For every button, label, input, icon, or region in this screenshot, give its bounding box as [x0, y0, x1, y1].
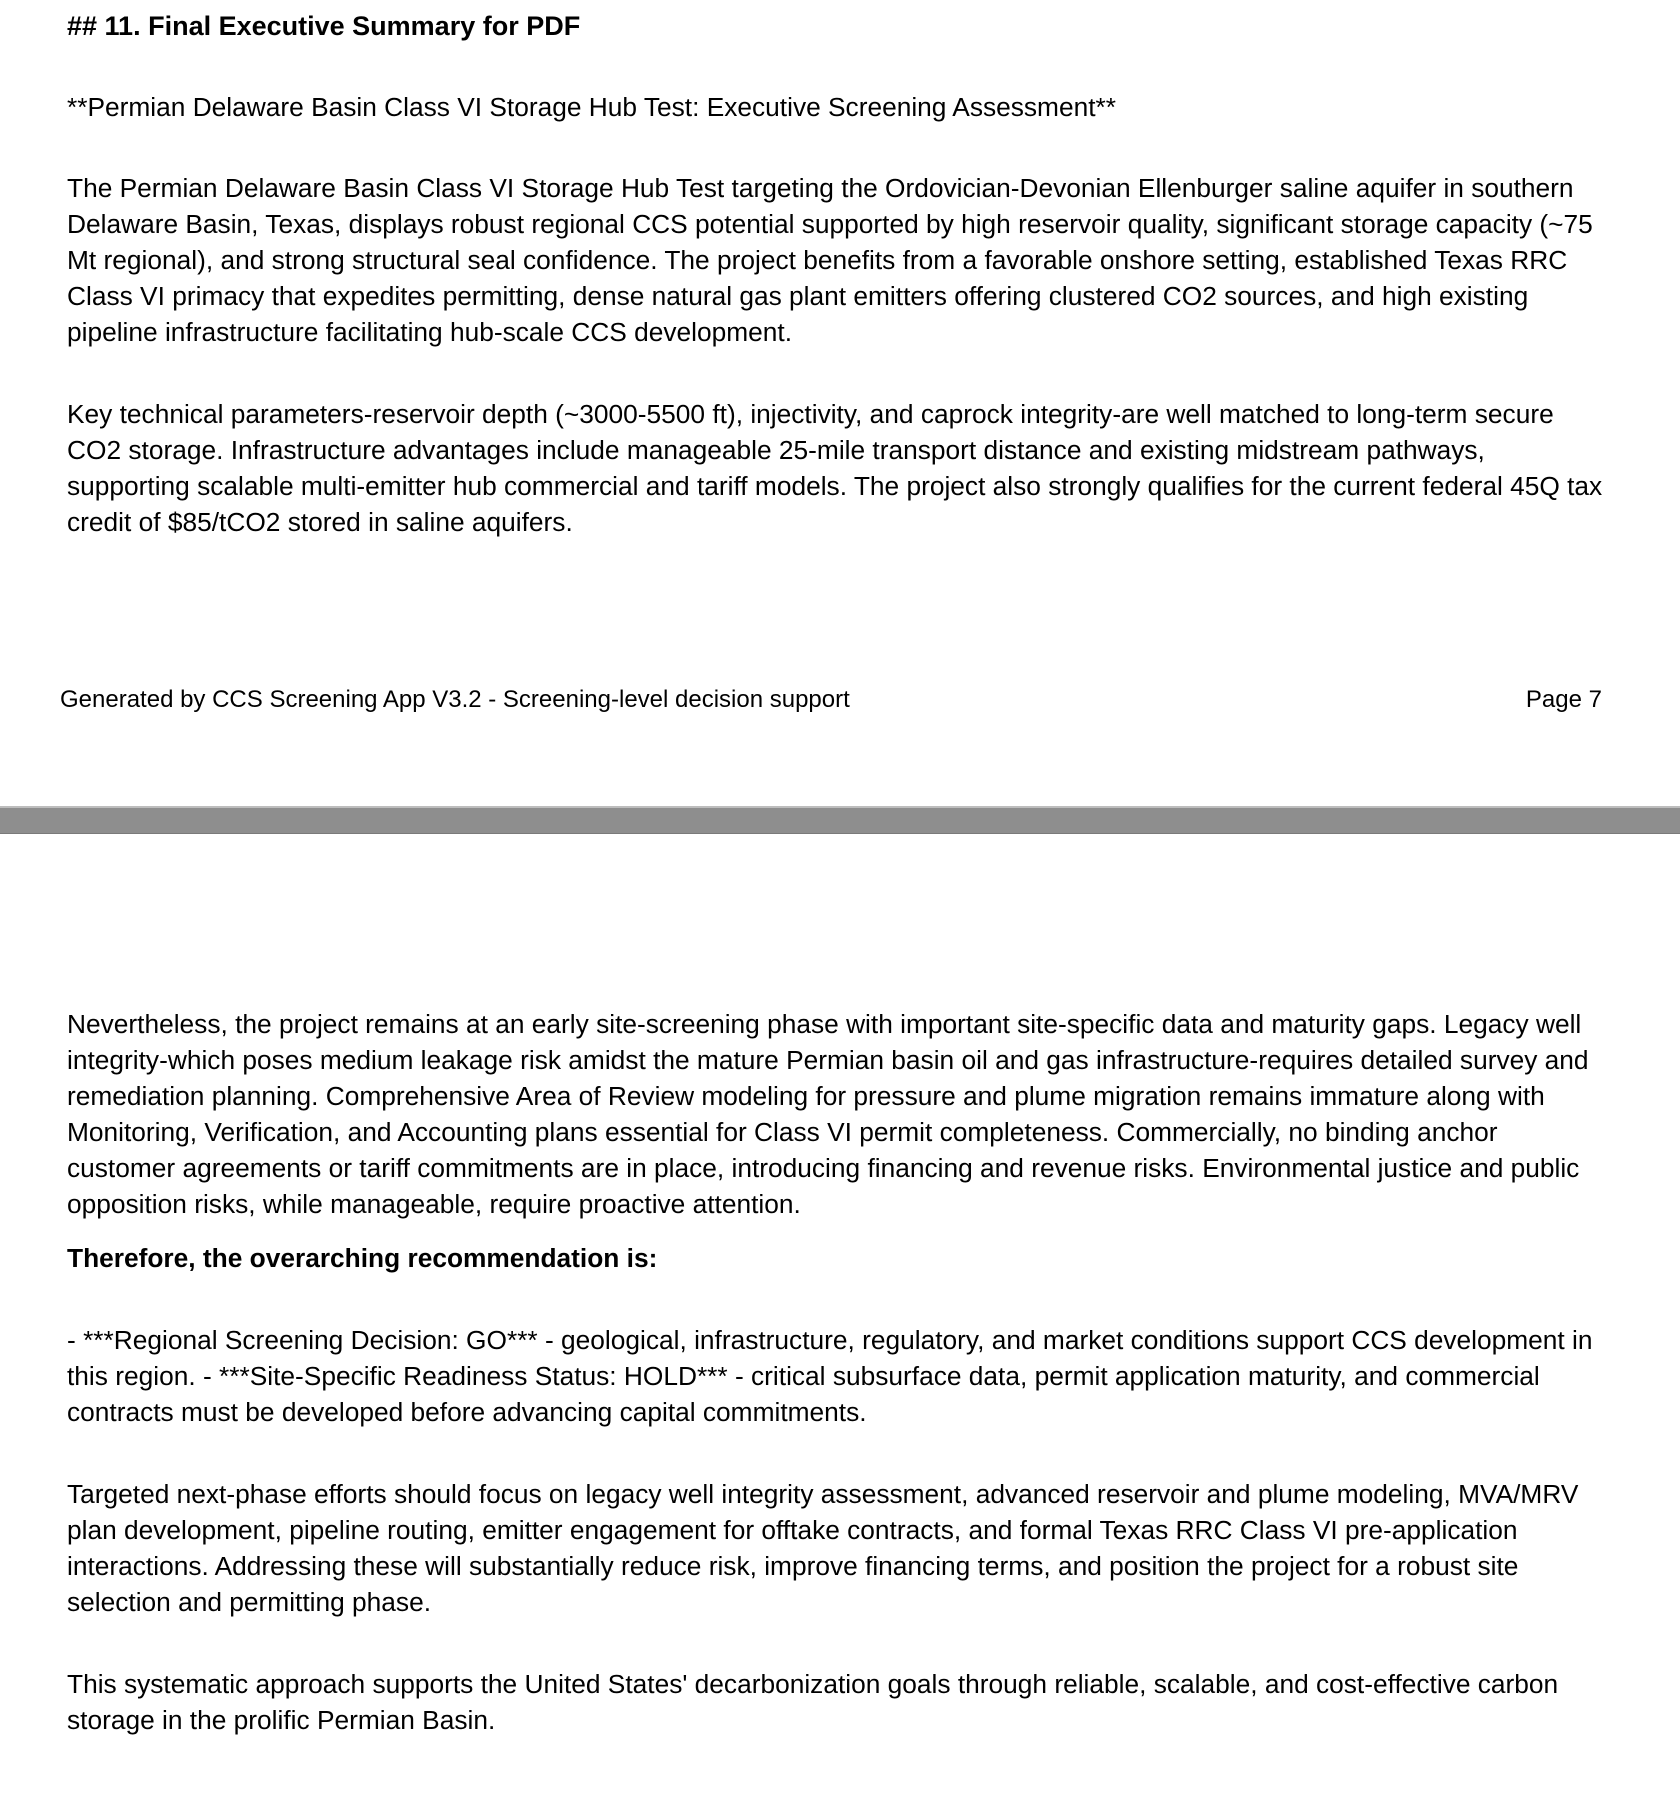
recommendation-heading: Therefore, the overarching recommendation is:: [67, 1243, 658, 1273]
closing-paragraph: This systematic approach supports the United States' decarbonization goals through reliable, scalable, and cost-effective carbon storage in the prolific Permian Basin.: [67, 1669, 1559, 1735]
page-footer: [60, 682, 1602, 718]
next-phase-paragraph: Targeted next-phase efforts should focus on legacy well integrity assessment, advanced reservoir and plume modeling, MVA/MRV plan development, pipeline routing, emitter engagement for offtake contracts, and formal Texas RRC Class VI pre-application interactions. Addressing these will substantially reduce risk, improve financing terms, and position the project for a robust site selection and permitting phase.: [67, 1479, 1579, 1617]
summary-paragraph-3: Nevertheless, the project remains at an early site-screening phase with important site-specific data and maturity gaps. Legacy well integrity-which poses medium leakage risk amidst the mature Permian basin oil and gas infrastructure-requires detailed survey and remediation planning. Comprehensive Area of Review modeling for pressure and plume migration remains immature along with Monitoring, Verification, and Accounting plans essential for Class VI permit completeness. Commercially, no binding anchor customer agreements or tariff commitments are in place, introducing financing and revenue risks. Environmental justice and public opposition risks, while manageable, require proactive attention.: [67, 1009, 1589, 1219]
summary-paragraph-2: Key technical parameters-reservoir depth (~3000-5500 ft), injectivity, and caprock integrity-are well matched to long-term secure CO2 storage. Infrastructure advantages include manageable 25-mile transport distance and existing midstream pathways, supporting scalable multi-emitter hub commercial and tariff models. The project also strongly qualifies for the current federal 45Q tax credit of $85/tCO2 stored in saline aquifers.: [67, 399, 1603, 537]
section-heading: ## 11. Final Executive Summary for PDF: [67, 11, 581, 41]
page-separator: [0, 806, 1680, 834]
footer-generator-text: Generated by CCS Screening App V3.2 - Screening-level decision support: [60, 686, 850, 713]
pdf-page-7: [0, 0, 1680, 806]
report-subtitle: **Permian Delaware Basin Class VI Storage Hub Test: Executive Screening Assessment**: [67, 92, 1116, 122]
summary-paragraph-1: The Permian Delaware Basin Class VI Storage Hub Test targeting the Ordovician-Devonian Ellenburger saline aquifer in southern Delaware Basin, Texas, displays robust regional CCS potential supported by high reservoir quality, significant storage capacity (~75 Mt regional), and strong structural seal confidence. The project benefits from a favorable onshore setting, established Texas RRC Class VI primacy that expedites permitting, dense natural gas plant emitters offering clustered CO2 sources, and high existing pipeline infrastructure facilitating hub-scale CCS development.: [67, 173, 1593, 347]
recommendation-text: - ***Regional Screening Decision: GO*** - geological, infrastructure, regulatory, and market conditions support CCS development in this region. - ***Site-Specific Readiness Status: HOLD*** - critical subsurface data, permit application maturity, and commercial contracts must be developed before advancing capital commitments.: [67, 1325, 1593, 1427]
pdf-page-8: [0, 834, 1680, 1808]
footer-page-number: Page 7: [1525, 686, 1602, 713]
